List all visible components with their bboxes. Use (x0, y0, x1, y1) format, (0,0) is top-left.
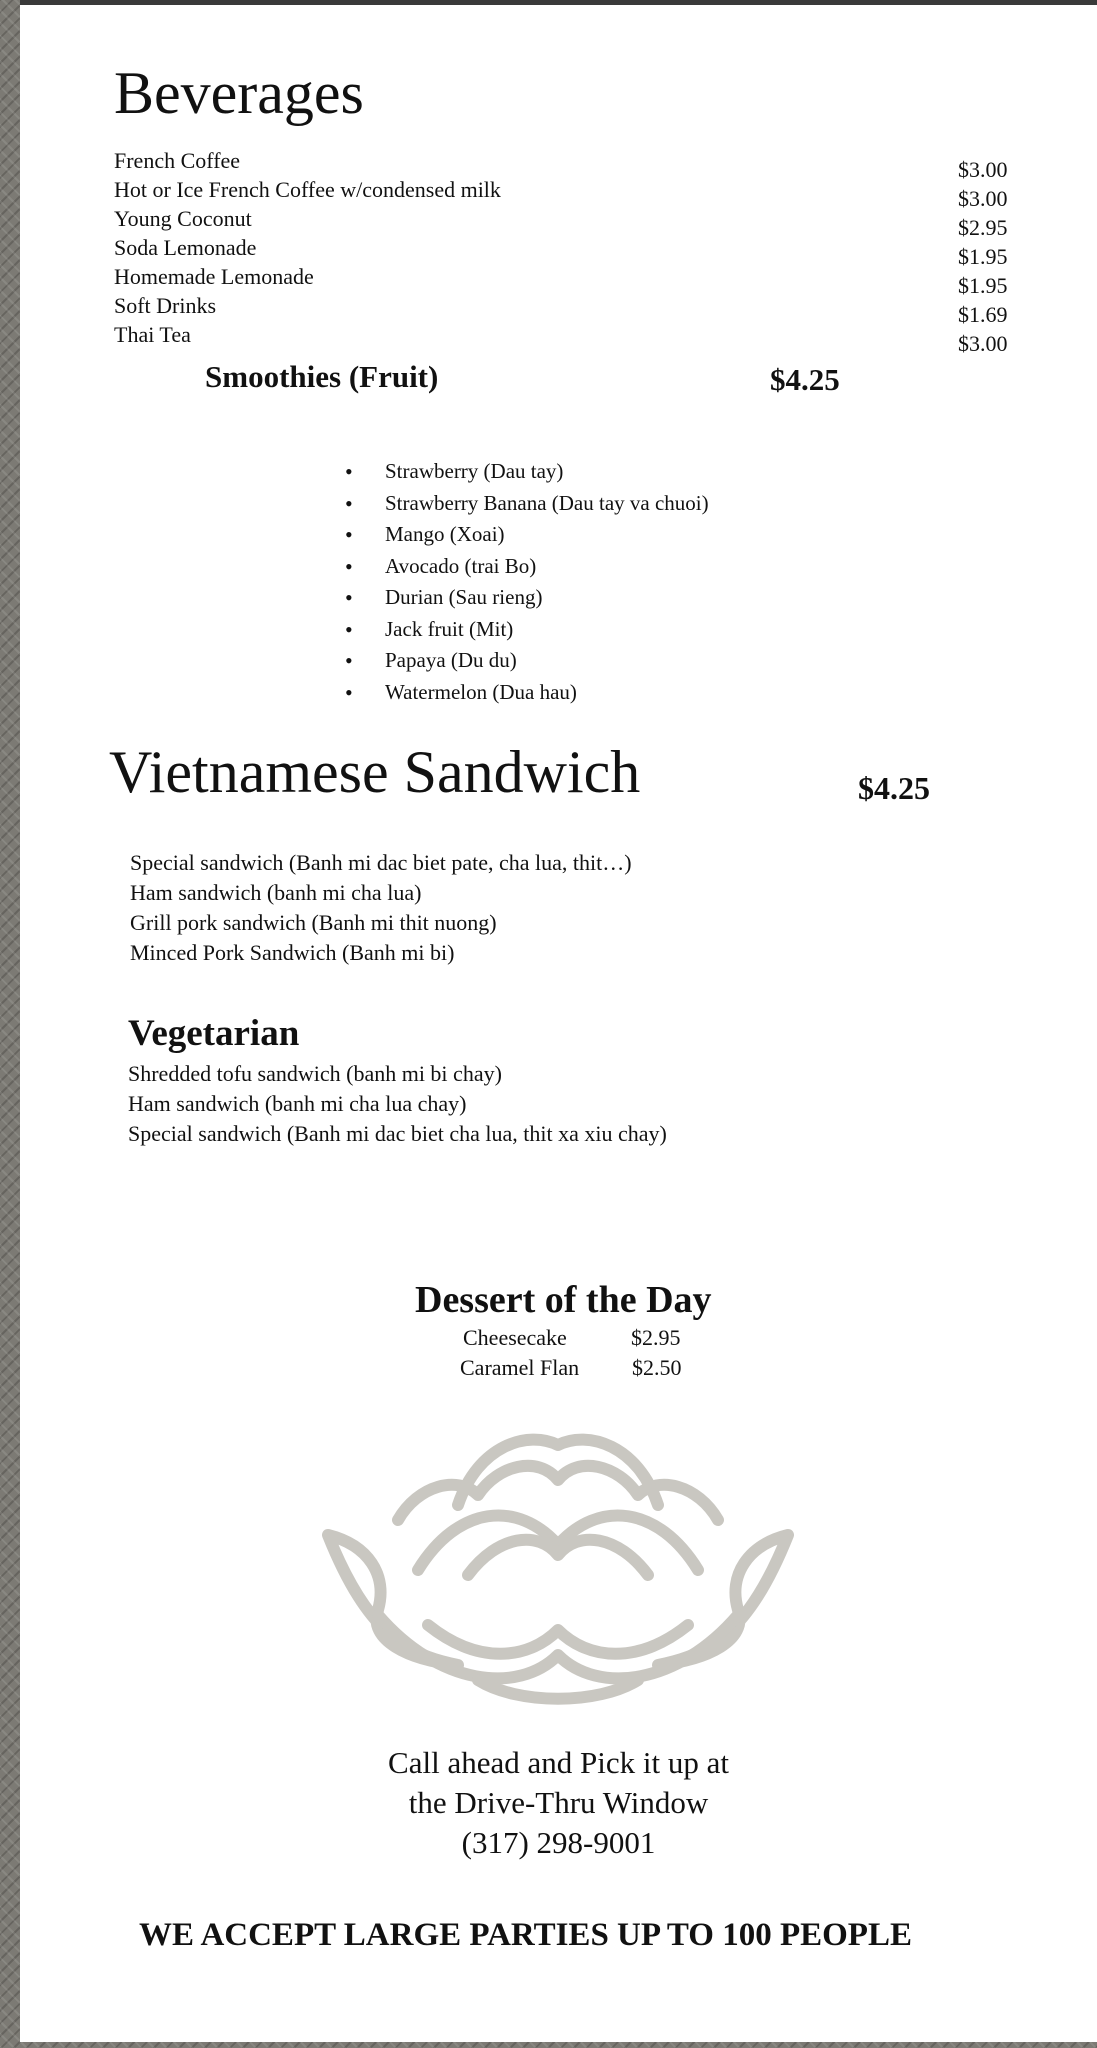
beverage-price: $1.95 (958, 244, 1008, 269)
large-parties-banner: WE ACCEPT LARGE PARTIES UP TO 100 PEOPLE (139, 1917, 912, 1953)
sandwich-item: Ham sandwich (banh mi cha lua) (130, 880, 422, 905)
vegetarian-item: Special sandwich (Banh mi dac biet cha lua, thit xa xiu chay) (128, 1121, 667, 1146)
sandwich-item: Grill pork sandwich (Banh mi thit nuong) (130, 910, 497, 935)
smoothie-item: • Watermelon (Dua hau) (345, 677, 709, 709)
vegetarian-title: Vegetarian (128, 1013, 300, 1054)
smoothies-title: Smoothies (Fruit) (205, 359, 439, 394)
smoothie-item: • Strawberry Banana (Dau tay va chuoi) (345, 488, 709, 520)
vegetarian-item: Shredded tofu sandwich (banh mi bi chay) (128, 1061, 502, 1086)
menu-page (20, 0, 1097, 2042)
beverage-name: Soda Lemonade (114, 235, 257, 260)
beverage-name: French Coffee (114, 148, 241, 173)
smoothies-price: $4.25 (770, 362, 840, 397)
dessert-price: $2.95 (631, 1325, 681, 1350)
beverage-name: Young Coconut (114, 206, 252, 231)
beverage-name: Homemade Lemonade (114, 264, 314, 289)
smoothie-item: • Mango (Xoai) (345, 519, 709, 551)
dessert-name: Caramel Flan (460, 1355, 580, 1380)
phone-number: (317) 298-9001 (461, 1825, 656, 1860)
beverage-name: Thai Tea (114, 322, 191, 347)
smoothies-list (345, 456, 709, 708)
beverage-name: Hot or Ice French Coffee w/condensed milk (114, 177, 501, 202)
beverages-list (114, 146, 501, 349)
lotus-flower-icon (308, 1425, 808, 1715)
dessert-row (463, 1325, 681, 1351)
beverage-price: $3.00 (958, 331, 1008, 356)
sandwich-title: Vietnamese Sandwich (109, 739, 641, 805)
smoothie-item: • Strawberry (Dau tay) (345, 456, 709, 488)
beverages-title: Beverages (114, 60, 364, 126)
beverage-price: $2.95 (958, 215, 1008, 240)
beverages-prices (958, 155, 1008, 358)
dessert-row (460, 1355, 682, 1381)
beverage-price: $1.95 (958, 273, 1008, 298)
beverage-price: $3.00 (958, 157, 1008, 182)
beverage-price: $1.69 (958, 302, 1008, 327)
vegetarian-list (128, 1059, 667, 1149)
beverage-price: $3.00 (958, 186, 1008, 211)
callout-line1: Call ahead and Pick it up at (388, 1745, 729, 1780)
dessert-price: $2.50 (632, 1355, 682, 1380)
beverage-name: Soft Drinks (114, 293, 217, 318)
callout-line2: the Drive-Thru Window (408, 1785, 709, 1820)
dessert-name: Cheesecake (463, 1325, 567, 1350)
dessert-title: Dessert of the Day (415, 1279, 712, 1321)
smoothie-item: • Avocado (trai Bo) (345, 551, 709, 583)
sandwich-list (130, 848, 632, 968)
callout-block (20, 1743, 1097, 1863)
sandwich-item: Minced Pork Sandwich (Banh mi bi) (130, 940, 455, 965)
sandwich-price: $4.25 (858, 770, 930, 806)
smoothie-item: • Durian (Sau rieng) (345, 582, 709, 614)
vegetarian-item: Ham sandwich (banh mi cha lua chay) (128, 1091, 467, 1116)
smoothie-item: • Jack fruit (Mit) (345, 614, 709, 646)
sandwich-item: Special sandwich (Banh mi dac biet pate, cha lua, thit…) (130, 850, 632, 875)
smoothie-item: • Papaya (Du du) (345, 645, 709, 677)
